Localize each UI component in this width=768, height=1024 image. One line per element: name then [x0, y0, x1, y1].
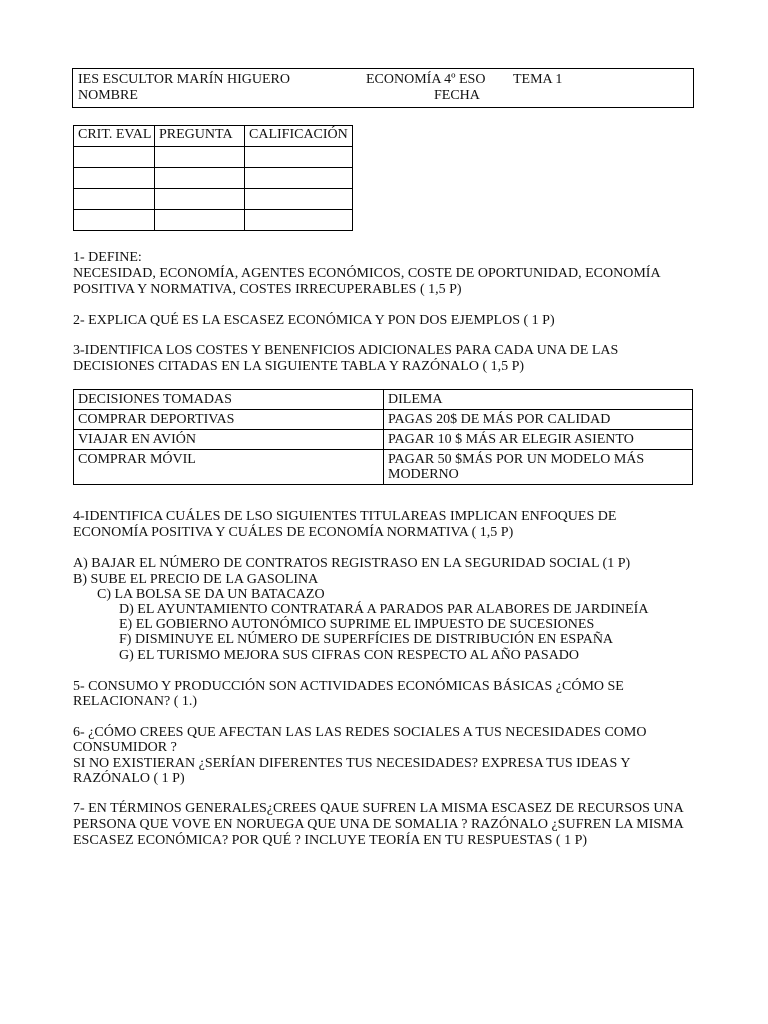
- header-crit-eval: CRIT. EVAL: [74, 126, 155, 147]
- grading-cell[interactable]: [155, 168, 245, 189]
- grading-cell[interactable]: [74, 147, 155, 168]
- q7-line: PERSONA QUE VOVE EN NORUEGA QUE UNA DE SOMALIA ? RAZÓNALO ¿SUFREN LA MISMA: [73, 817, 684, 832]
- dilema-cell: PAGAR 10 $ MÁS AR ELEGIR ASIENTO: [384, 430, 693, 450]
- q4-item-e: E) EL GOBIERNO AUTONÓMICO SUPRIME EL IMPUESTO DE SUCESIONES: [119, 617, 595, 632]
- grading-cell[interactable]: [74, 168, 155, 189]
- subject-name: ECONOMÍA 4º ESO: [366, 72, 486, 87]
- grading-table: [73, 125, 353, 231]
- q4-item-c: C) LA BOLSA SE DA UN BATACAZO: [97, 587, 325, 602]
- grading-row: [74, 147, 353, 168]
- grading-table-header: [74, 126, 353, 147]
- grading-cell[interactable]: [74, 210, 155, 231]
- decision-cell: COMPRAR MÓVIL: [74, 450, 384, 485]
- q4-item-d: D) EL AYUNTAMIENTO CONTRATARÁ A PARADOS PAR ALABORES DE JARDINEÍA: [119, 602, 649, 617]
- q4-line: ECONOMÍA POSITIVA Y CUÁLES DE ECONOMÍA NORMATIVA ( 1,5 P): [73, 525, 514, 540]
- table-row: [74, 430, 693, 450]
- name-label: NOMBRE: [78, 88, 138, 103]
- q6-line: RAZÓNALO ( 1 P): [73, 771, 185, 786]
- grading-cell[interactable]: [245, 168, 353, 189]
- q6-line: CONSUMIDOR ?: [73, 740, 177, 755]
- q6-line: SI NO EXISTIERAN ¿SERÍAN DIFERENTES TUS NECESIDADES? EXPRESA TUS IDEAS Y: [73, 756, 631, 771]
- grading-row: [74, 189, 353, 210]
- q3-line: DECISIONES CITADAS EN LA SIGUIENTE TABLA Y RAZÓNALO ( 1,5 P): [73, 359, 525, 374]
- grading-cell[interactable]: [155, 147, 245, 168]
- header-dilema: DILEMA: [384, 390, 693, 410]
- dilema-cell: [384, 450, 693, 485]
- decisions-table-header: [74, 390, 693, 410]
- q4-item-f: F) DISMINUYE EL NÚMERO DE SUPERFÍCIES DE DISTRIBUCIÓN EN ESPAÑA: [119, 632, 614, 647]
- table-row: [74, 410, 693, 430]
- q1-title: 1- DEFINE:: [73, 250, 142, 265]
- dilema-line: MODERNO: [388, 467, 459, 482]
- decisions-table: [73, 389, 693, 485]
- q4-item-b: B) SUBE EL PRECIO DE LA GASOLINA: [73, 572, 319, 587]
- q1-line: POSITIVA Y NORMATIVA, COSTES IRRECUPERABLES ( 1,5 P): [73, 282, 462, 297]
- q1-line: NECESIDAD, ECONOMÍA, AGENTES ECONÓMICOS, COSTE DE OPORTUNIDAD, ECONOMÍA: [73, 266, 661, 281]
- header-pregunta: PREGUNTA: [155, 126, 245, 147]
- q2-title: 2- EXPLICA QUÉ ES LA ESCASEZ ECONÓMICA Y PON DOS EJEMPLOS ( 1 P): [73, 313, 555, 328]
- q5-title: 5- CONSUMO Y PRODUCCIÓN SON ACTIVIDADES ECONÓMICAS BÁSICAS ¿CÓMO SE: [73, 679, 624, 694]
- grading-cell[interactable]: [245, 189, 353, 210]
- grading-cell[interactable]: [245, 147, 353, 168]
- q4-item-g: G) EL TURISMO MEJORA SUS CIFRAS CON RESPECTO AL AÑO PASADO: [119, 648, 580, 663]
- decision-cell: COMPRAR DEPORTIVAS: [74, 410, 384, 430]
- grading-cell[interactable]: [74, 189, 155, 210]
- q7-line: ESCASEZ ECONÓMICA? POR QUÉ ? INCLUYE TEORÍA EN TU RESPUESTAS ( 1 P): [73, 833, 588, 848]
- q6-title: 6- ¿CÓMO CREES QUE AFECTAN LAS LAS REDES SOCIALES A TUS NECESIDADES COMO: [73, 725, 647, 740]
- dilema-cell: PAGAS 20$ DE MÁS POR CALIDAD: [384, 410, 693, 430]
- q5-line: RELACIONAN? ( 1.): [73, 694, 198, 709]
- grading-cell[interactable]: [245, 210, 353, 231]
- grading-cell[interactable]: [155, 210, 245, 231]
- header-calificacion: CALIFICACIÓN: [245, 126, 353, 147]
- q7-title: 7- EN TÉRMINOS GENERALES¿CREES QAUE SUFREN LA MISMA ESCASEZ DE RECURSOS UNA: [73, 801, 684, 816]
- q3-title: 3-IDENTIFICA LOS COSTES Y BENENFICIOS ADICIONALES PARA CADA UNA DE LAS: [73, 343, 619, 358]
- q4-title: 4-IDENTIFICA CUÁLES DE LSO SIGUIENTES TITULAREAS IMPLICAN ENFOQUES DE: [73, 509, 617, 524]
- date-label: FECHA: [434, 88, 480, 103]
- header-decisiones: DECISIONES TOMADAS: [74, 390, 384, 410]
- exam-header: [72, 68, 694, 108]
- grading-row: [74, 168, 353, 189]
- grading-row: [74, 210, 353, 231]
- unit-label: TEMA 1: [513, 72, 563, 87]
- decision-cell: VIAJAR EN AVIÓN: [74, 430, 384, 450]
- q4-item-a: A) BAJAR EL NÚMERO DE CONTRATOS REGISTRASO EN LA SEGURIDAD SOCIAL (1 P): [73, 556, 631, 571]
- dilema-line: PAGAR 50 $MÁS POR UN MODELO MÁS: [388, 452, 645, 467]
- table-row: [74, 450, 693, 485]
- grading-cell[interactable]: [155, 189, 245, 210]
- school-name: IES ESCULTOR MARÍN HIGUERO: [78, 72, 290, 87]
